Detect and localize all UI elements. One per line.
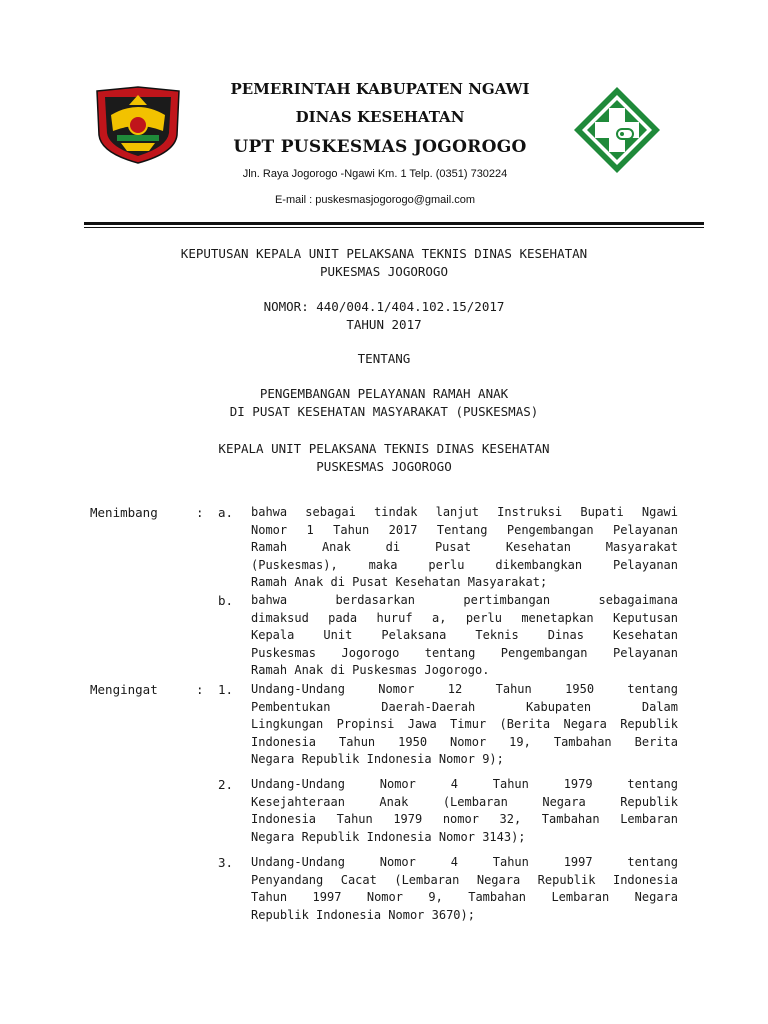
- menimbang-marker-b: b.: [218, 593, 234, 608]
- mengingat-marker-3: 3.: [218, 855, 234, 870]
- mengingat-item-1: Undang-Undang Nomor 12 Tahun 1950 tentang Pembentukan Daerah-Daerah Kabupaten Dalam Lingkungan Propinsi Jawa Timur (Berita Negara Republik Indonesia Tahun 1950 Nomor 19, Tambahan Berita Negara Republik Indonesia Nomor 9);: [251, 682, 678, 767]
- header-department: DINAS KESEHATAN: [295, 108, 465, 126]
- header-email: E-mail : puskesmasjogorogo@gmail.com: [274, 194, 476, 206]
- mengingat-marker-2: 2.: [218, 777, 234, 792]
- decree-about: TENTANG: [357, 351, 411, 366]
- mengingat-label: Mengingat: [90, 682, 158, 697]
- header-institution: UPT PUSKESMAS JOGOROGO: [233, 137, 527, 157]
- mengingat-colon: :: [196, 682, 204, 697]
- mengingat-item-2: Undang-Undang Nomor 4 Tahun 1979 tentang Kesejahteraan Anak (Lembaran Negara Republik Indonesia Tahun 1979 nomor 32, Tambahan Lembaran Negara Republik Indonesia Nomor 3143);: [251, 777, 678, 844]
- header-government: PEMERINTAH KABUPATEN NGAWI: [230, 80, 530, 98]
- menimbang-marker-a: a.: [218, 505, 234, 520]
- header-divider-thin: [84, 227, 704, 228]
- header-address: Jln. Raya Jogorogo -Ngawi Km. 1 Telp. (0351) 730224: [242, 168, 508, 180]
- menimbang-item-b: bahwa berdasarkan pertimbangan sebagaimana dimaksud pada huruf a, perlu menetapkan Keputusan Kepala Unit Pelaksana Teknis Dinas Kesehatan Puskesmas Jogorogo tentang Pengembangan Pelayanan Ramah Anak di Puskesmas Jogorogo.: [251, 593, 678, 678]
- mengingat-marker-1: 1.: [218, 682, 234, 697]
- regency-emblem-icon: [95, 85, 181, 165]
- decree-number: NOMOR: 440/004.1/404.102.15/2017 TAHUN 2017: [263, 299, 505, 332]
- header-divider-thick: [84, 222, 704, 225]
- decree-subject: PENGEMBANGAN PELAYANAN RAMAH ANAK DI PUSAT KESEHATAN MASYARAKAT (PUSKESMAS): [229, 386, 539, 419]
- menimbang-item-a: bahwa sebagai tindak lanjut Instruksi Bupati Ngawi Nomor 1 Tahun 2017 Tentang Pengembangan Pelayanan Ramah Anak di Pusat Kesehatan Masyarakat (Puskesmas), maka perlu dikembangkan Pelayanan Ramah Anak di Pusat Kesehatan Masyarakat;: [251, 505, 678, 590]
- decree-issuer: KEPALA UNIT PELAKSANA TEKNIS DINAS KESEHATAN PUSKESMAS JOGOROGO: [218, 441, 550, 474]
- puskesmas-emblem-icon: [572, 85, 662, 175]
- mengingat-item-3: Undang-Undang Nomor 4 Tahun 1997 tentang Penyandang Cacat (Lembaran Negara Republik Indonesia Tahun 1997 Nomor 9, Tambahan Lembaran Negara Republik Indonesia Nomor 3670);: [251, 855, 678, 922]
- menimbang-colon: :: [196, 505, 204, 520]
- decree-title: KEPUTUSAN KEPALA UNIT PELAKSANA TEKNIS DINAS KESEHATAN PUKESMAS JOGOROGO: [180, 246, 588, 279]
- menimbang-label: Menimbang: [90, 505, 158, 520]
